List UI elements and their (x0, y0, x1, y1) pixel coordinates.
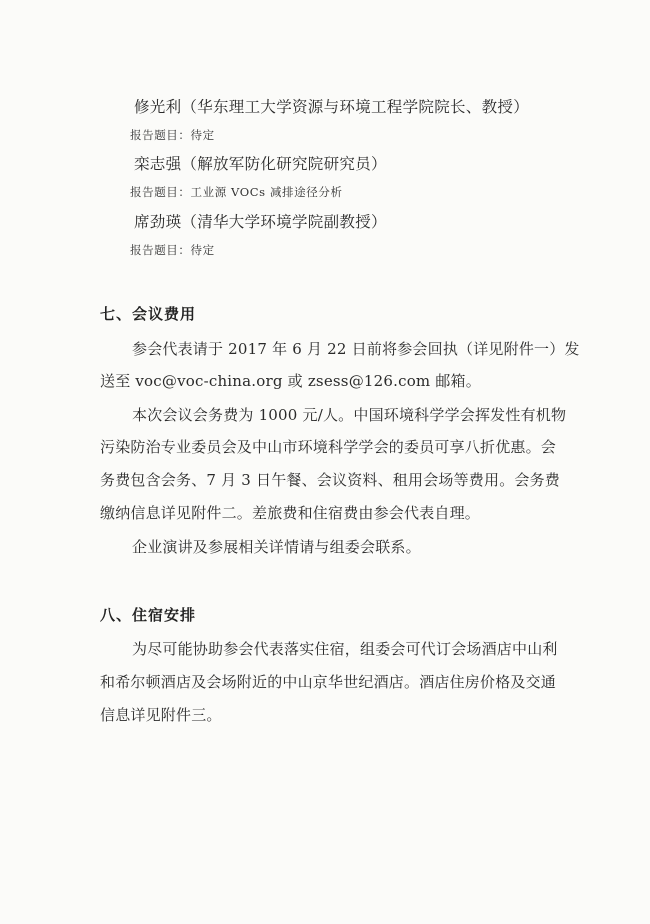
speaker-name-3: 席劲瑛（清华大学环境学院副教授） (134, 213, 387, 231)
speaker-topic-2: 报告题目：工业源 VOCs 减排途径分析 (130, 185, 343, 199)
fees-para3-line1: 企业演讲及参展相关详情请与组委会联系。 (132, 538, 421, 556)
fees-para2-line2: 污染防治专业委员会及中山市环境科学学会的委员可享八折优惠。会 (100, 438, 557, 456)
section-heading-fees: 七、会议费用 (100, 305, 197, 323)
accommodation-para1-line1: 为尽可能协助参会代表落实住宿，组委会可代订会场酒店中山利 (132, 640, 558, 658)
speaker-topic-1: 报告题目：待定 (130, 128, 215, 142)
speaker-name-1: 修光利（华东理工大学资源与环境工程学院院长、教授） (134, 98, 530, 116)
speaker-topic-3: 报告题目：待定 (130, 243, 215, 257)
accommodation-para1-line3: 信息详见附件三。 (100, 706, 222, 724)
fees-para2-line3: 务费包含会务、7 月 3 日午餐、会议资料、租用会场等费用。会务费 (100, 471, 560, 489)
fees-para2-line1: 本次会议会务费为 1000 元/人。中国环境科学学会挥发性有机物 (132, 406, 567, 424)
fees-para1-line1: 参会代表请于 2017 年 6 月 22 日前将参会回执（详见附件一）发 (132, 340, 580, 358)
speaker-name-2: 栾志强（解放军防化研究院研究员） (134, 155, 387, 173)
accommodation-para1-line2: 和希尔顿酒店及会场附近的中山京华世纪酒店。酒店住房价格及交通 (100, 673, 557, 691)
section-heading-accommodation: 八、住宿安排 (100, 606, 197, 624)
fees-para1-line2: 送至 voc@voc-china.org 或 zsess@126.com 邮箱。 (100, 372, 481, 390)
fees-para2-line4: 缴纳信息详见附件二。差旅费和住宿费由参会代表自理。 (100, 504, 481, 522)
